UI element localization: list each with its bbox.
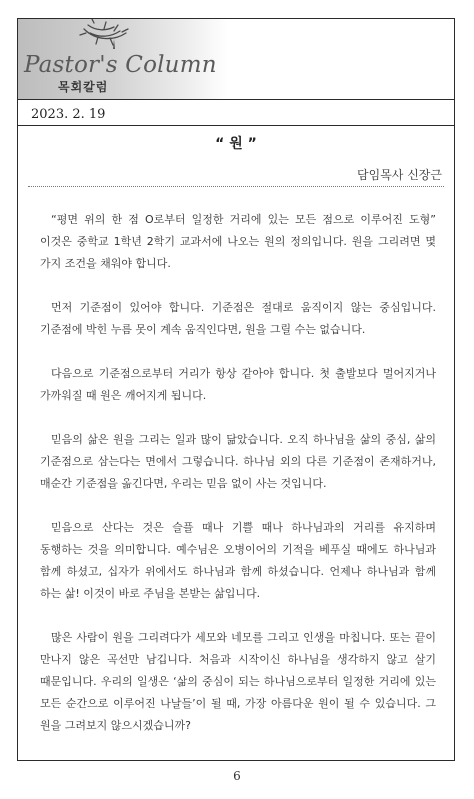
paragraph: 믿음으로 산다는 것은 슬플 때나 기쁠 때나 하나님과의 거리를 유지하며 동행하는 것을 의미합니다. 예수님은 오병이어의 기적을 베푸실 때에도 하나님과 함께 하셨고, 십자가 위에서도 하나님과 함께 하셨습니다. 언제나 하나님과 함께 하는 삶! 이것이 바로 주님을 본받는 삶입니다. — [40, 521, 436, 600]
column-title: “ 원 ” — [215, 136, 257, 152]
column-author: 담임목사 신장근 — [357, 168, 442, 182]
page-number: 6 — [233, 769, 241, 783]
paragraph: 먼저 기준점이 있어야 합니다. 기준점은 절대로 움직이지 않는 중심입니다. 기준점에 박힌 누름 못이 계속 움직인다면, 원을 그릴 수는 없습니다. — [40, 301, 436, 336]
column-date: 2023. 2. 19 — [31, 107, 106, 122]
column-frame — [17, 18, 455, 761]
dotted-divider — [28, 186, 444, 187]
paragraph: “평면 위의 한 점 O로부터 일정한 거리에 있는 모든 점으로 이루어진 도형” 이것은 중학교 1학년 2학기 교과서에 나오는 원의 정의입니다. 원을 그리려면 몇 가지 조건을 채워야 합니다. — [40, 213, 436, 270]
brand-subtitle: 목회칼럼 — [58, 80, 109, 94]
paragraph: 다음으로 기준점으로부터 거리가 항상 같아야 합니다. 첫 출발보다 멀어지거나 가까워질 때 원은 깨어지게 됩니다. — [40, 367, 436, 402]
brand-title: Pastor's Column — [24, 52, 217, 78]
divider — [18, 125, 454, 126]
paragraph: 많은 사람이 원을 그리려다가 세모와 네모를 그리고 인생을 마칩니다. 또는 끝이 만나지 않은 곡선만 남깁니다. 처음과 시작이신 하나님을 생각하지 않고 살기 때문입니다. 우리의 일생은 ‘삶의 중심이 되는 하나님으로부터 일정한 거리에 있는 모든 순간으로 이루어진 나날들’이 될 때, 가장 아름다운 원이 될 수 있습니다. 그 원을 그려보지 않으시겠습니까? — [40, 631, 436, 732]
column-body — [40, 209, 436, 759]
paragraph: 믿음의 삶은 원을 그리는 일과 많이 닮았습니다. 오직 하나님을 삶의 중심, 삶의 기준점으로 삼는다는 면에서 그렇습니다. 하나님 외의 다른 기준점이 존재하거나, 매순간 기준점을 옮긴다면, 우리는 믿음 없이 사는 것입니다. — [40, 433, 436, 490]
column-header — [18, 19, 454, 100]
